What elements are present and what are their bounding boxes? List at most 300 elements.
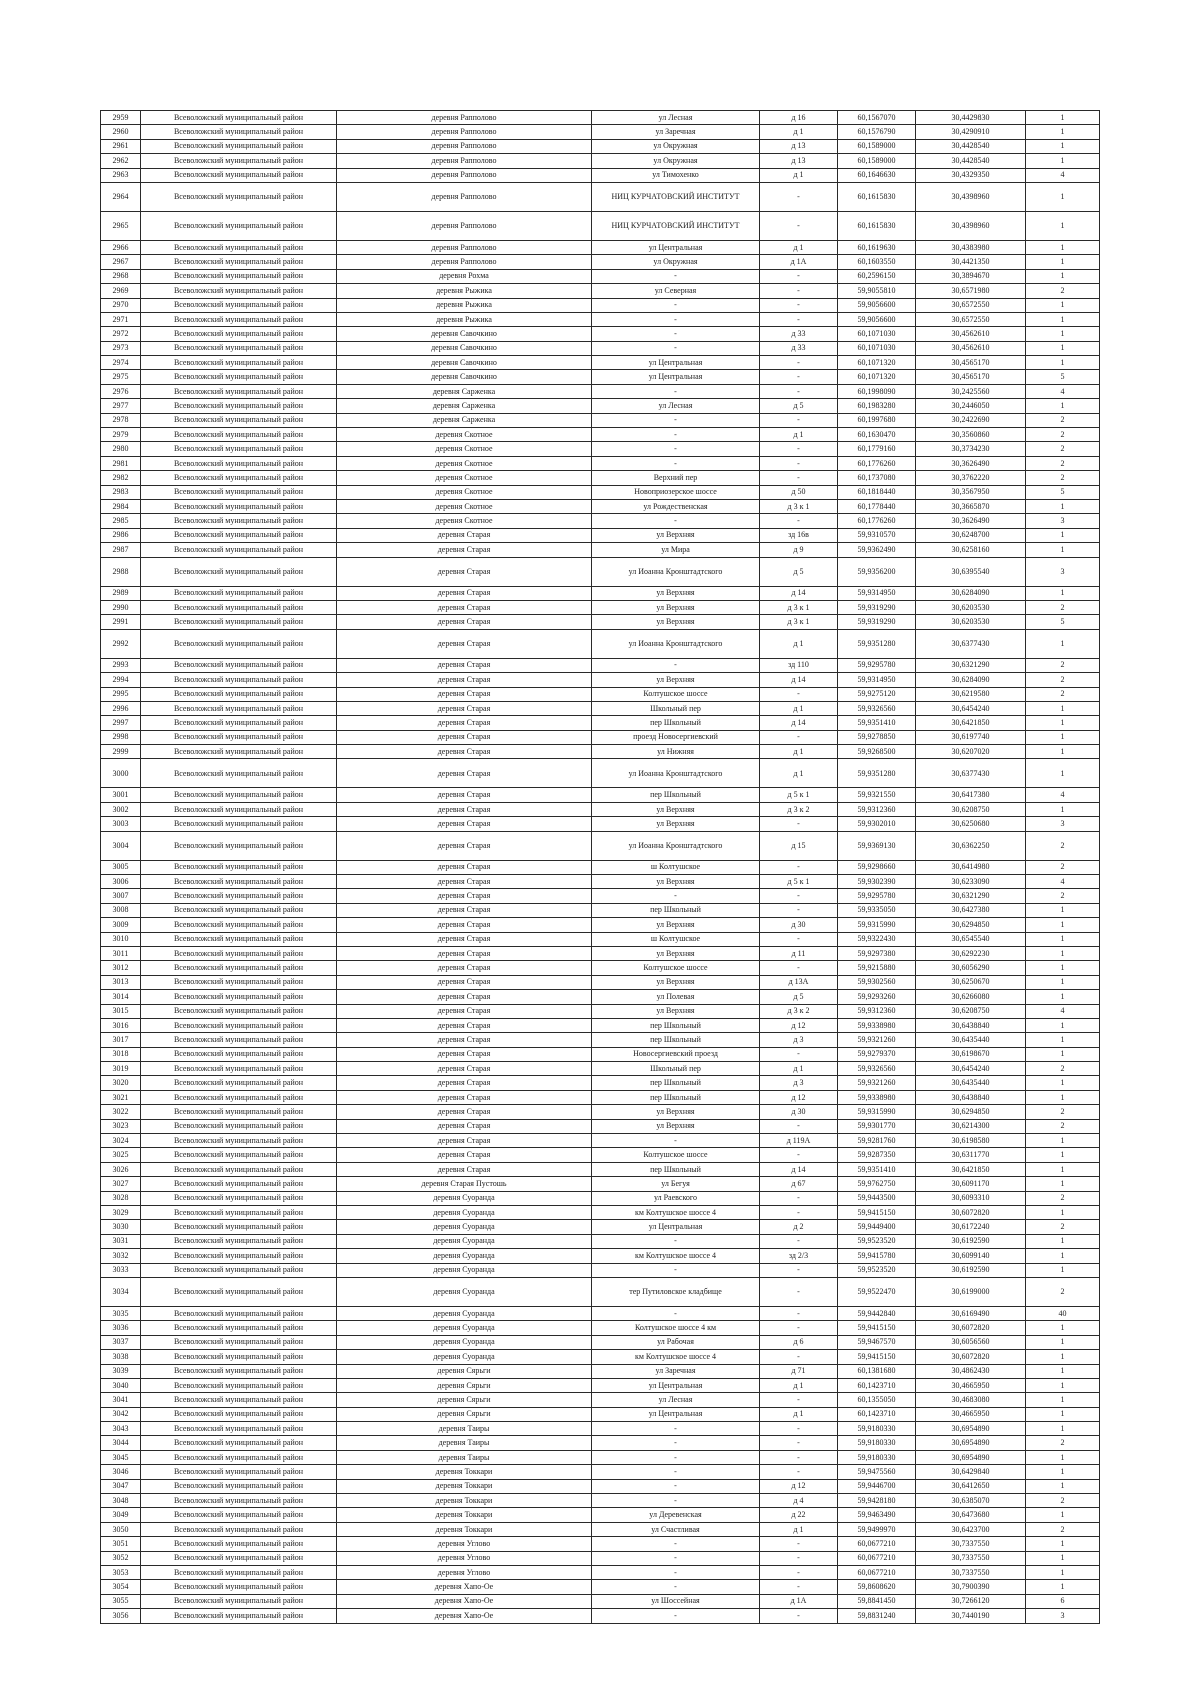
count-cell: 1 xyxy=(1026,1148,1100,1162)
house-cell: д 1 xyxy=(760,759,838,788)
settlement-cell: деревня Рапполово xyxy=(337,182,592,211)
table-body xyxy=(101,111,1100,1624)
settlement-cell: деревня Хапо-Ое xyxy=(337,1580,592,1594)
house-cell: д 5 xyxy=(760,399,838,413)
table-row xyxy=(101,629,1100,658)
street-cell: пер Школьный xyxy=(592,1090,760,1104)
table-row xyxy=(101,428,1100,442)
row-number: 3027 xyxy=(101,1177,141,1191)
table-row xyxy=(101,154,1100,168)
count-cell: 1 xyxy=(1026,154,1100,168)
house-cell: д 1 xyxy=(760,1522,838,1536)
settlement-cell: деревня Старая xyxy=(337,745,592,759)
longitude-cell: 30,6199000 xyxy=(916,1277,1026,1306)
longitude-cell: 30,7337550 xyxy=(916,1537,1026,1551)
district-cell: Всеволожский муниципальный район xyxy=(141,1105,337,1119)
district-cell: Всеволожский муниципальный район xyxy=(141,442,337,456)
table-row xyxy=(101,817,1100,831)
house-cell: д 13 xyxy=(760,154,838,168)
row-number: 2967 xyxy=(101,255,141,269)
settlement-cell: деревня Сарженка xyxy=(337,413,592,427)
table-row xyxy=(101,889,1100,903)
table-row xyxy=(101,1105,1100,1119)
row-number: 2960 xyxy=(101,125,141,139)
count-cell: 1 xyxy=(1026,716,1100,730)
latitude-cell: 59,9522470 xyxy=(838,1277,916,1306)
row-number: 2980 xyxy=(101,442,141,456)
district-cell: Всеволожский муниципальный район xyxy=(141,341,337,355)
house-cell: д 1 xyxy=(760,1378,838,1392)
latitude-cell: 59,9428180 xyxy=(838,1494,916,1508)
house-cell: д 1 xyxy=(760,1407,838,1421)
row-number: 2996 xyxy=(101,701,141,715)
street-cell: - xyxy=(592,1422,760,1436)
table-row xyxy=(101,1565,1100,1579)
latitude-cell: 60,1071320 xyxy=(838,356,916,370)
district-cell: Всеволожский муниципальный район xyxy=(141,528,337,542)
house-cell: д 15 xyxy=(760,831,838,860)
longitude-cell: 30,2446050 xyxy=(916,399,1026,413)
row-number: 3003 xyxy=(101,817,141,831)
district-cell: Всеволожский муниципальный район xyxy=(141,1450,337,1464)
settlement-cell: деревня Старая xyxy=(337,918,592,932)
count-cell: 1 xyxy=(1026,182,1100,211)
count-cell: 1 xyxy=(1026,1393,1100,1407)
house-cell: - xyxy=(760,961,838,975)
table-row xyxy=(101,673,1100,687)
district-cell: Всеволожский муниципальный район xyxy=(141,1206,337,1220)
street-cell: ул Верхняя xyxy=(592,817,760,831)
table-row xyxy=(101,802,1100,816)
settlement-cell: деревня Сярьги xyxy=(337,1407,592,1421)
house-cell: д 33 xyxy=(760,341,838,355)
longitude-cell: 30,6414980 xyxy=(916,860,1026,874)
count-cell: 1 xyxy=(1026,211,1100,240)
longitude-cell: 30,6266080 xyxy=(916,990,1026,1004)
row-number: 3038 xyxy=(101,1350,141,1364)
settlement-cell: деревня Старая Пустошь xyxy=(337,1177,592,1191)
street-cell: ул Центральная xyxy=(592,356,760,370)
district-cell: Всеволожский муниципальный район xyxy=(141,1047,337,1061)
district-cell: Всеволожский муниципальный район xyxy=(141,1407,337,1421)
district-cell: Всеволожский муниципальный район xyxy=(141,1522,337,1536)
settlement-cell: деревня Савочкино xyxy=(337,341,592,355)
street-cell: ул Центральная xyxy=(592,1378,760,1392)
longitude-cell: 30,6056560 xyxy=(916,1335,1026,1349)
settlement-cell: деревня Старая xyxy=(337,557,592,586)
table-row xyxy=(101,730,1100,744)
table-row xyxy=(101,1580,1100,1594)
district-cell: Всеволожский муниципальный район xyxy=(141,1364,337,1378)
district-cell: Всеволожский муниципальный район xyxy=(141,1508,337,1522)
row-number: 3010 xyxy=(101,932,141,946)
row-number: 2995 xyxy=(101,687,141,701)
street-cell: ул Верхняя xyxy=(592,1004,760,1018)
district-cell: Всеволожский муниципальный район xyxy=(141,961,337,975)
house-cell: д 16 xyxy=(760,111,838,125)
table-row xyxy=(101,528,1100,542)
settlement-cell: деревня Суоранда xyxy=(337,1249,592,1263)
house-cell: - xyxy=(760,1393,838,1407)
house-cell: д 3 xyxy=(760,1033,838,1047)
street-cell: Колтушское шоссе xyxy=(592,687,760,701)
latitude-cell: 59,9293260 xyxy=(838,990,916,1004)
longitude-cell: 30,6362250 xyxy=(916,831,1026,860)
latitude-cell: 60,1423710 xyxy=(838,1407,916,1421)
street-cell: - xyxy=(592,442,760,456)
row-number: 2989 xyxy=(101,586,141,600)
table-row xyxy=(101,1465,1100,1479)
longitude-cell: 30,3626490 xyxy=(916,514,1026,528)
district-cell: Всеволожский муниципальный район xyxy=(141,1551,337,1565)
district-cell: Всеволожский муниципальный район xyxy=(141,428,337,442)
table-row xyxy=(101,1522,1100,1536)
settlement-cell: деревня Токкари xyxy=(337,1494,592,1508)
row-number: 3032 xyxy=(101,1249,141,1263)
longitude-cell: 30,3894670 xyxy=(916,269,1026,283)
longitude-cell: 30,6572550 xyxy=(916,312,1026,326)
latitude-cell: 59,9180330 xyxy=(838,1422,916,1436)
street-cell: - xyxy=(592,1436,760,1450)
row-number: 2982 xyxy=(101,471,141,485)
house-cell: - xyxy=(760,1551,838,1565)
row-number: 2969 xyxy=(101,284,141,298)
street-cell: - xyxy=(592,1134,760,1148)
row-number: 2977 xyxy=(101,399,141,413)
row-number: 3031 xyxy=(101,1234,141,1248)
longitude-cell: 30,7337550 xyxy=(916,1551,1026,1565)
count-cell: 1 xyxy=(1026,399,1100,413)
table-row xyxy=(101,456,1100,470)
settlement-cell: деревня Старая xyxy=(337,1047,592,1061)
row-number: 2998 xyxy=(101,730,141,744)
district-cell: Всеволожский муниципальный район xyxy=(141,1263,337,1277)
longitude-cell: 30,6208750 xyxy=(916,1004,1026,1018)
street-cell: - xyxy=(592,1450,760,1464)
table-row xyxy=(101,1350,1100,1364)
street-cell: пер Школьный xyxy=(592,1033,760,1047)
row-number: 2991 xyxy=(101,615,141,629)
district-cell: Всеволожский муниципальный район xyxy=(141,269,337,283)
latitude-cell: 59,9295780 xyxy=(838,889,916,903)
street-cell: ул Верхняя xyxy=(592,1105,760,1119)
house-cell: д 5 к 1 xyxy=(760,875,838,889)
settlement-cell: деревня Суоранда xyxy=(337,1220,592,1234)
row-number: 3026 xyxy=(101,1162,141,1176)
settlement-cell: деревня Суоранда xyxy=(337,1277,592,1306)
street-cell: ул Верхняя xyxy=(592,1119,760,1133)
district-cell: Всеволожский муниципальный район xyxy=(141,456,337,470)
table-row xyxy=(101,1162,1100,1176)
settlement-cell: деревня Старая xyxy=(337,1062,592,1076)
row-number: 3039 xyxy=(101,1364,141,1378)
latitude-cell: 59,9338980 xyxy=(838,1018,916,1032)
row-number: 2976 xyxy=(101,384,141,398)
district-cell: Всеволожский муниципальный район xyxy=(141,384,337,398)
table-row xyxy=(101,413,1100,427)
settlement-cell: деревня Старая xyxy=(337,1090,592,1104)
longitude-cell: 30,4862430 xyxy=(916,1364,1026,1378)
table-row xyxy=(101,1393,1100,1407)
latitude-cell: 60,1381680 xyxy=(838,1364,916,1378)
district-cell: Всеволожский муниципальный район xyxy=(141,1220,337,1234)
house-cell: д 13А xyxy=(760,975,838,989)
house-cell: - xyxy=(760,730,838,744)
table-row xyxy=(101,211,1100,240)
street-cell: пер Школьный xyxy=(592,1076,760,1090)
longitude-cell: 30,7266120 xyxy=(916,1594,1026,1608)
table-row xyxy=(101,701,1100,715)
table-row xyxy=(101,716,1100,730)
longitude-cell: 30,6207020 xyxy=(916,745,1026,759)
count-cell: 2 xyxy=(1026,428,1100,442)
row-number: 3048 xyxy=(101,1494,141,1508)
count-cell: 1 xyxy=(1026,1565,1100,1579)
settlement-cell: деревня Скотное xyxy=(337,456,592,470)
row-number: 3055 xyxy=(101,1594,141,1608)
settlement-cell: деревня Старая xyxy=(337,975,592,989)
house-cell: - xyxy=(760,1436,838,1450)
house-cell: - xyxy=(760,1206,838,1220)
settlement-cell: деревня Суоранда xyxy=(337,1234,592,1248)
table-row xyxy=(101,1422,1100,1436)
district-cell: Всеволожский муниципальный район xyxy=(141,946,337,960)
settlement-cell: деревня Старая xyxy=(337,687,592,701)
latitude-cell: 59,9326560 xyxy=(838,1062,916,1076)
longitude-cell: 30,7337550 xyxy=(916,1565,1026,1579)
count-cell: 2 xyxy=(1026,456,1100,470)
latitude-cell: 59,9351410 xyxy=(838,1162,916,1176)
district-cell: Всеволожский муниципальный район xyxy=(141,889,337,903)
count-cell: 3 xyxy=(1026,817,1100,831)
row-number: 3014 xyxy=(101,990,141,1004)
latitude-cell: 60,1997680 xyxy=(838,413,916,427)
row-number: 2993 xyxy=(101,658,141,672)
longitude-cell: 30,4665950 xyxy=(916,1407,1026,1421)
table-row xyxy=(101,384,1100,398)
settlement-cell: деревня Старая xyxy=(337,615,592,629)
street-cell: ул Иоанна Кронштадтского xyxy=(592,759,760,788)
row-number: 3015 xyxy=(101,1004,141,1018)
count-cell: 1 xyxy=(1026,1018,1100,1032)
house-cell: - xyxy=(760,687,838,701)
latitude-cell: 60,1603550 xyxy=(838,255,916,269)
count-cell: 1 xyxy=(1026,499,1100,513)
longitude-cell: 30,6321290 xyxy=(916,889,1026,903)
district-cell: Всеволожский муниципальный район xyxy=(141,356,337,370)
house-cell: д 2 xyxy=(760,1220,838,1234)
district-cell: Всеволожский муниципальный район xyxy=(141,903,337,917)
row-number: 2975 xyxy=(101,370,141,384)
longitude-cell: 30,4428540 xyxy=(916,139,1026,153)
house-cell: д 9 xyxy=(760,543,838,557)
count-cell: 1 xyxy=(1026,1177,1100,1191)
latitude-cell: 59,9463490 xyxy=(838,1508,916,1522)
district-cell: Всеволожский муниципальный район xyxy=(141,240,337,254)
latitude-cell: 59,9475560 xyxy=(838,1465,916,1479)
table-row xyxy=(101,1537,1100,1551)
settlement-cell: деревня Суоранда xyxy=(337,1306,592,1320)
longitude-cell: 30,6454240 xyxy=(916,701,1026,715)
count-cell: 2 xyxy=(1026,284,1100,298)
table-row xyxy=(101,327,1100,341)
house-cell: зд 2/3 xyxy=(760,1249,838,1263)
settlement-cell: деревня Сарженка xyxy=(337,399,592,413)
settlement-cell: деревня Рапполово xyxy=(337,125,592,139)
row-number: 3043 xyxy=(101,1422,141,1436)
latitude-cell: 59,8831240 xyxy=(838,1609,916,1623)
latitude-cell: 59,9056600 xyxy=(838,312,916,326)
latitude-cell: 59,9180330 xyxy=(838,1436,916,1450)
longitude-cell: 30,6214300 xyxy=(916,1119,1026,1133)
table-row xyxy=(101,1004,1100,1018)
street-cell: - xyxy=(592,298,760,312)
longitude-cell: 30,6954890 xyxy=(916,1450,1026,1464)
settlement-cell: деревня Таиры xyxy=(337,1422,592,1436)
settlement-cell: деревня Старая xyxy=(337,860,592,874)
settlement-cell: деревня Старая xyxy=(337,600,592,614)
count-cell: 1 xyxy=(1026,1047,1100,1061)
longitude-cell: 30,3567950 xyxy=(916,485,1026,499)
district-cell: Всеволожский муниципальный район xyxy=(141,990,337,1004)
latitude-cell: 59,9499970 xyxy=(838,1522,916,1536)
row-number: 3045 xyxy=(101,1450,141,1464)
count-cell: 1 xyxy=(1026,240,1100,254)
row-number: 2985 xyxy=(101,514,141,528)
count-cell: 4 xyxy=(1026,875,1100,889)
district-cell: Всеволожский муниципальный район xyxy=(141,658,337,672)
count-cell: 1 xyxy=(1026,1249,1100,1263)
district-cell: Всеволожский муниципальный район xyxy=(141,211,337,240)
longitude-cell: 30,6572550 xyxy=(916,298,1026,312)
house-cell: д 12 xyxy=(760,1479,838,1493)
house-cell: - xyxy=(760,889,838,903)
count-cell: 2 xyxy=(1026,1436,1100,1450)
latitude-cell: 60,0677210 xyxy=(838,1551,916,1565)
settlement-cell: деревня Углово xyxy=(337,1537,592,1551)
latitude-cell: 60,1776260 xyxy=(838,514,916,528)
longitude-cell: 30,6421850 xyxy=(916,1162,1026,1176)
latitude-cell: 60,1737080 xyxy=(838,471,916,485)
row-number: 3041 xyxy=(101,1393,141,1407)
house-cell: - xyxy=(760,356,838,370)
row-number: 3021 xyxy=(101,1090,141,1104)
table-row xyxy=(101,1378,1100,1392)
settlement-cell: деревня Старая xyxy=(337,1105,592,1119)
street-cell: ул Счастливая xyxy=(592,1522,760,1536)
settlement-cell: деревня Рыжика xyxy=(337,312,592,326)
longitude-cell: 30,3734230 xyxy=(916,442,1026,456)
count-cell: 1 xyxy=(1026,139,1100,153)
table-row xyxy=(101,1277,1100,1306)
longitude-cell: 30,6203530 xyxy=(916,600,1026,614)
street-cell: ул Центральная xyxy=(592,240,760,254)
street-cell: - xyxy=(592,1565,760,1579)
count-cell: 4 xyxy=(1026,1004,1100,1018)
latitude-cell: 59,9302010 xyxy=(838,817,916,831)
district-cell: Всеволожский муниципальный район xyxy=(141,1494,337,1508)
settlement-cell: деревня Старая xyxy=(337,716,592,730)
district-cell: Всеволожский муниципальный район xyxy=(141,1321,337,1335)
house-cell: - xyxy=(760,312,838,326)
table-row xyxy=(101,860,1100,874)
row-number: 3054 xyxy=(101,1580,141,1594)
street-cell: ул Тимохенко xyxy=(592,168,760,182)
longitude-cell: 30,6072820 xyxy=(916,1350,1026,1364)
house-cell: д 30 xyxy=(760,918,838,932)
latitude-cell: 59,9762750 xyxy=(838,1177,916,1191)
table-row xyxy=(101,1364,1100,1378)
street-cell: пер Школьный xyxy=(592,716,760,730)
settlement-cell: деревня Рапполово xyxy=(337,139,592,153)
street-cell: - xyxy=(592,413,760,427)
longitude-cell: 30,6294850 xyxy=(916,918,1026,932)
count-cell: 1 xyxy=(1026,1378,1100,1392)
longitude-cell: 30,6284090 xyxy=(916,673,1026,687)
district-cell: Всеволожский муниципальный район xyxy=(141,543,337,557)
row-number: 3056 xyxy=(101,1609,141,1623)
settlement-cell: деревня Суоранда xyxy=(337,1335,592,1349)
row-number: 2971 xyxy=(101,312,141,326)
row-number: 3035 xyxy=(101,1306,141,1320)
longitude-cell: 30,6954890 xyxy=(916,1436,1026,1450)
count-cell: 2 xyxy=(1026,1220,1100,1234)
street-cell: ул Центральная xyxy=(592,1220,760,1234)
table-row xyxy=(101,399,1100,413)
latitude-cell: 59,9351280 xyxy=(838,629,916,658)
latitude-cell: 59,9335050 xyxy=(838,903,916,917)
latitude-cell: 60,1818440 xyxy=(838,485,916,499)
table-row xyxy=(101,759,1100,788)
district-cell: Всеволожский муниципальный район xyxy=(141,139,337,153)
latitude-cell: 59,8608620 xyxy=(838,1580,916,1594)
settlement-cell: деревня Токкари xyxy=(337,1465,592,1479)
street-cell: ш Колтушское xyxy=(592,932,760,946)
district-cell: Всеволожский муниципальный район xyxy=(141,1134,337,1148)
longitude-cell: 30,2425560 xyxy=(916,384,1026,398)
table-row xyxy=(101,1609,1100,1623)
longitude-cell: 30,6072820 xyxy=(916,1206,1026,1220)
district-cell: Всеволожский муниципальный район xyxy=(141,1033,337,1047)
longitude-cell: 30,6417380 xyxy=(916,788,1026,802)
row-number: 3002 xyxy=(101,802,141,816)
street-cell: ул Шоссейная xyxy=(592,1594,760,1608)
latitude-cell: 59,9443500 xyxy=(838,1191,916,1205)
longitude-cell: 30,2422690 xyxy=(916,413,1026,427)
table-row xyxy=(101,1263,1100,1277)
street-cell: ул Центральная xyxy=(592,370,760,384)
count-cell: 1 xyxy=(1026,918,1100,932)
latitude-cell: 59,9302560 xyxy=(838,975,916,989)
latitude-cell: 60,1355050 xyxy=(838,1393,916,1407)
row-number: 3053 xyxy=(101,1565,141,1579)
count-cell: 5 xyxy=(1026,615,1100,629)
table-row xyxy=(101,875,1100,889)
longitude-cell: 30,6321290 xyxy=(916,658,1026,672)
settlement-cell: деревня Рапполово xyxy=(337,240,592,254)
longitude-cell: 30,4398960 xyxy=(916,182,1026,211)
house-cell: д 1 xyxy=(760,428,838,442)
longitude-cell: 30,6294850 xyxy=(916,1105,1026,1119)
address-table xyxy=(100,110,1100,1624)
district-cell: Всеволожский муниципальный район xyxy=(141,125,337,139)
row-number: 2970 xyxy=(101,298,141,312)
house-cell: д 1 xyxy=(760,125,838,139)
longitude-cell: 30,6377430 xyxy=(916,629,1026,658)
latitude-cell: 60,1776260 xyxy=(838,456,916,470)
street-cell: ул Верхняя xyxy=(592,673,760,687)
latitude-cell: 59,9415150 xyxy=(838,1321,916,1335)
